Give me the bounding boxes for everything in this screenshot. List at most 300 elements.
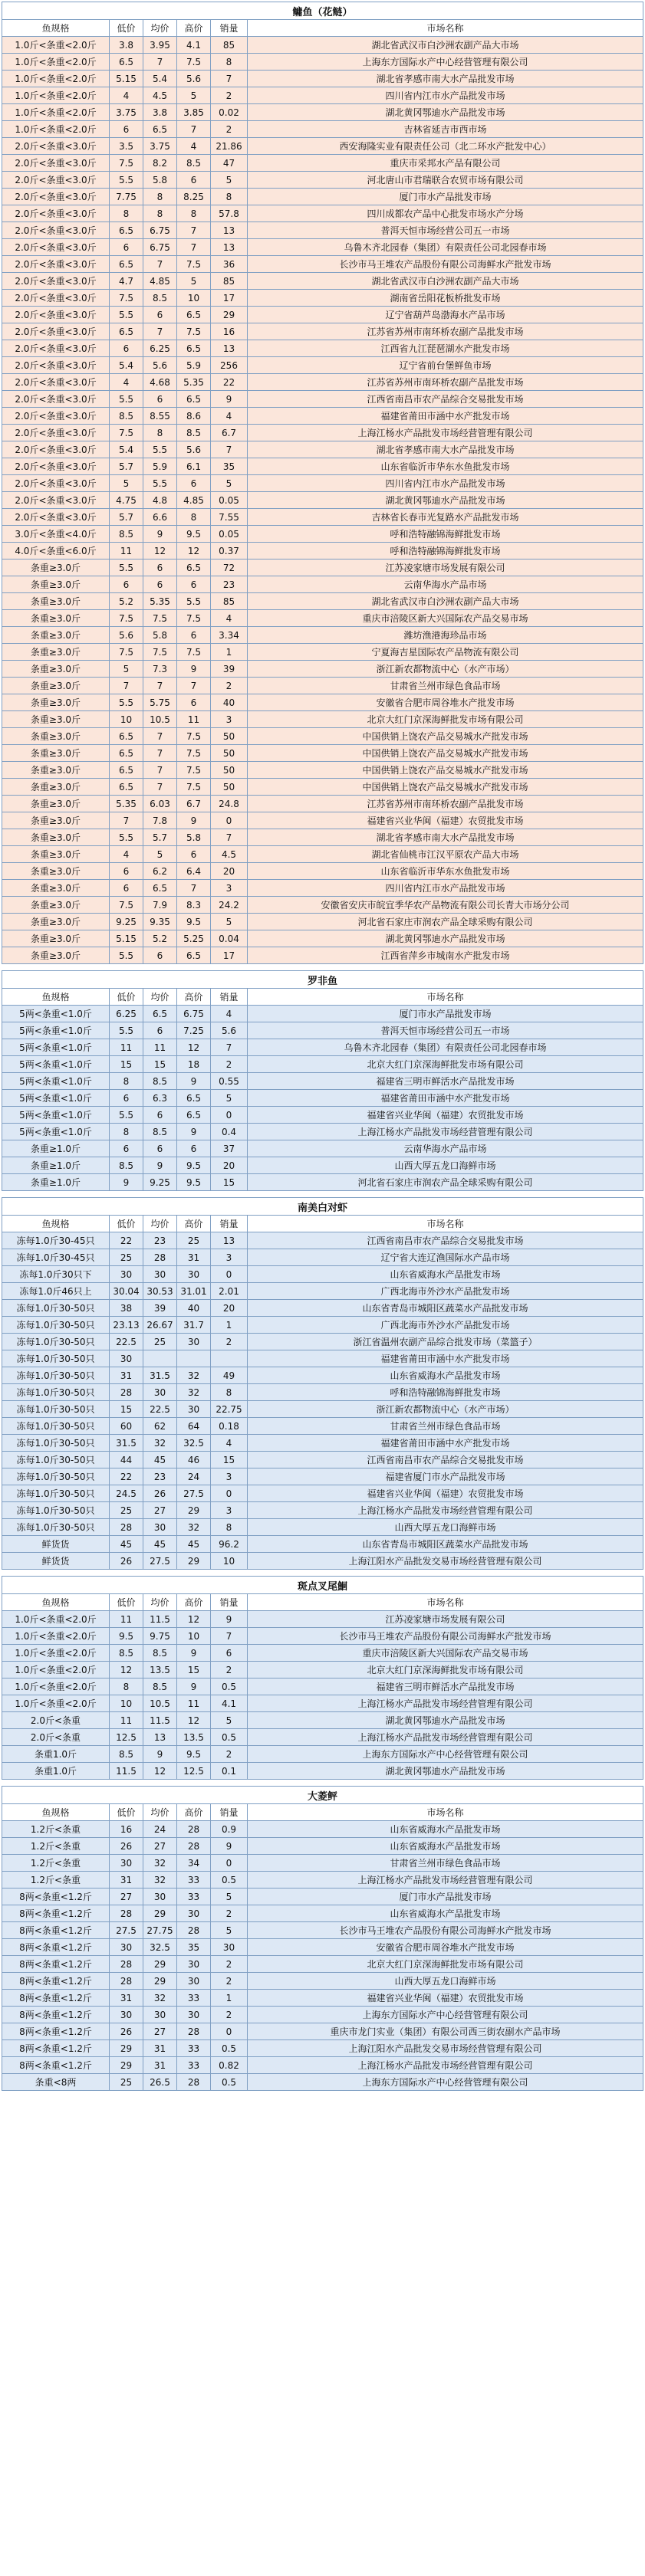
table-row <box>2 323 643 340</box>
cell-market: 山东省青岛市城阳区蔬菜水产品批发市场 <box>248 1300 643 1317</box>
cell-market: 湖北黄冈鄂迪水产品批发市场 <box>248 1763 643 1780</box>
column-header-volume: 销量 <box>211 1804 248 1821</box>
cell-vol: 0.5 <box>211 1729 248 1746</box>
cell-high: 13.5 <box>177 1729 211 1746</box>
cell-avg: 28 <box>143 1249 177 1266</box>
cell-vol: 256 <box>211 357 248 374</box>
cell-avg: 31 <box>143 2040 177 2057</box>
cell-vol: 0.5 <box>211 2040 248 2057</box>
cell-avg: 39 <box>143 1300 177 1317</box>
cell-high: 10 <box>177 290 211 307</box>
cell-avg: 6.6 <box>143 509 177 526</box>
cell-low: 26 <box>110 1838 143 1855</box>
column-header-high: 高价 <box>177 1804 211 1821</box>
table-row <box>2 1746 643 1763</box>
cell-avg: 3.8 <box>143 104 177 121</box>
cell-high: 7 <box>177 121 211 138</box>
cell-spec: 条重≥3.0斤 <box>2 593 110 610</box>
cell-market: 山东省威海水产品批发市场 <box>248 1266 643 1283</box>
cell-vol: 2 <box>211 1956 248 1973</box>
cell-spec: 2.0斤<条重<3.0斤 <box>2 256 110 273</box>
table-row <box>2 644 643 661</box>
cell-market: 甘肃省兰州市绿色食品市场 <box>248 678 643 694</box>
cell-market: 乌鲁木齐北园春（集团）有限责任公司北园春市场 <box>248 1039 643 1056</box>
cell-avg: 29 <box>143 1905 177 1922</box>
cell-spec: 1.0斤<条重<2.0斤 <box>2 87 110 104</box>
cell-low: 8.5 <box>110 1157 143 1174</box>
cell-high: 9.5 <box>177 1746 211 1763</box>
cell-spec: 条重≥3.0斤 <box>2 762 110 779</box>
cell-avg: 5.2 <box>143 930 177 947</box>
cell-avg: 45 <box>143 1536 177 1553</box>
table-row <box>2 1519 643 1536</box>
table-row <box>2 458 643 475</box>
cell-low: 10 <box>110 1695 143 1712</box>
cell-high: 28 <box>177 1922 211 1939</box>
table-row <box>2 1006 643 1022</box>
cell-high: 9.5 <box>177 526 211 543</box>
cell-spec: 条重≥3.0斤 <box>2 947 110 964</box>
cell-market: 湖北黄冈鄂迪水产品批发市场 <box>248 492 643 509</box>
table-row <box>2 1763 643 1780</box>
cell-spec: 冻每1.0斤30-45只 <box>2 1249 110 1266</box>
cell-low: 7.5 <box>110 897 143 914</box>
table-row <box>2 307 643 323</box>
cell-vol: 3 <box>211 1502 248 1519</box>
table-row <box>2 1232 643 1249</box>
cell-high: 6.5 <box>177 307 211 323</box>
cell-low: 11 <box>110 1611 143 1628</box>
cell-market: 湖北省孝感市南大水产品批发市场 <box>248 829 643 846</box>
cell-vol: 15 <box>211 1452 248 1468</box>
cell-market: 湖北黄冈鄂迪水产品批发市场 <box>248 1712 643 1729</box>
cell-low: 11 <box>110 543 143 560</box>
cell-high: 33 <box>177 1889 211 1905</box>
cell-avg: 9.35 <box>143 914 177 930</box>
cell-high <box>177 1350 211 1367</box>
cell-high: 6.1 <box>177 458 211 475</box>
cell-avg: 8.5 <box>143 290 177 307</box>
cell-vol: 5 <box>211 1712 248 1729</box>
section-title-row <box>2 2 643 20</box>
cell-low: 22 <box>110 1468 143 1485</box>
table-row <box>2 492 643 509</box>
cell-low: 6 <box>110 880 143 897</box>
table-row <box>2 425 643 441</box>
table-row <box>2 1855 643 1872</box>
table-row <box>2 812 643 829</box>
cell-market: 湖北省孝感市南大水产品批发市场 <box>248 441 643 458</box>
cell-market: 重庆市涪陵区新大兴国际农产品交易市场 <box>248 610 643 627</box>
cell-avg: 7 <box>143 54 177 71</box>
cell-low: 25 <box>110 2074 143 2091</box>
table-row <box>2 1157 643 1174</box>
column-header-market: 市场名称 <box>248 20 643 37</box>
cell-market: 广西北海市外沙水产品批发市场 <box>248 1283 643 1300</box>
table-row <box>2 1821 643 1838</box>
cell-market: 福建省莆田市涵中水产批发市场 <box>248 1090 643 1107</box>
cell-low: 8 <box>110 1073 143 1090</box>
cell-avg: 4.85 <box>143 273 177 290</box>
column-header-low: 低价 <box>110 1594 143 1611</box>
cell-vol: 20 <box>211 1157 248 1174</box>
cell-market: 上海江杨水产品批发市场经营管理有限公司 <box>248 1729 643 1746</box>
table-row <box>2 947 643 964</box>
cell-high: 8.6 <box>177 408 211 425</box>
cell-low: 12.5 <box>110 1729 143 1746</box>
cell-vol: 8 <box>211 1519 248 1536</box>
table-row <box>2 829 643 846</box>
cell-avg: 32 <box>143 1855 177 1872</box>
cell-vol: 13 <box>211 1232 248 1249</box>
cell-high: 30 <box>177 2007 211 2023</box>
table-row <box>2 239 643 256</box>
cell-market: 湖北省武汉市白沙洲农副产品大市场 <box>248 273 643 290</box>
cell-market: 湖南省岳阳花板桥批发市场 <box>248 290 643 307</box>
cell-avg: 32.5 <box>143 1939 177 1956</box>
cell-low: 4 <box>110 374 143 391</box>
column-header-high: 高价 <box>177 1594 211 1611</box>
cell-vol: 7 <box>211 829 248 846</box>
cell-low: 15 <box>110 1056 143 1073</box>
cell-spec: 5两<条重<1.0斤 <box>2 1039 110 1056</box>
table-row <box>2 526 643 543</box>
cell-avg: 5 <box>143 846 177 863</box>
column-header-market: 市场名称 <box>248 1594 643 1611</box>
cell-high: 32 <box>177 1384 211 1401</box>
cell-high: 34 <box>177 1855 211 1872</box>
cell-low: 6 <box>110 121 143 138</box>
column-header-row <box>2 1804 643 1821</box>
cell-avg: 11.5 <box>143 1611 177 1628</box>
cell-vol: 22.75 <box>211 1401 248 1418</box>
cell-avg: 5.9 <box>143 458 177 475</box>
cell-avg: 7 <box>143 745 177 762</box>
cell-low: 5.5 <box>110 694 143 711</box>
cell-low: 4.75 <box>110 492 143 509</box>
cell-vol: 0.5 <box>211 1679 248 1695</box>
column-header-low: 低价 <box>110 1804 143 1821</box>
cell-avg: 6.25 <box>143 340 177 357</box>
table-row <box>2 1990 643 2007</box>
cell-high: 8.25 <box>177 189 211 205</box>
cell-market: 上海江阳水产品批发交易市场经营管理有限公司 <box>248 1553 643 1570</box>
table-row <box>2 71 643 87</box>
cell-spec: 条重≥3.0斤 <box>2 863 110 880</box>
cell-market: 北京大红门京深海鲜批发市场有限公司 <box>248 1956 643 1973</box>
column-header-avg: 均价 <box>143 1594 177 1611</box>
cell-low: 5.4 <box>110 441 143 458</box>
cell-avg: 15 <box>143 1056 177 1073</box>
section-gap-cell <box>2 964 643 971</box>
cell-high: 9.5 <box>177 1157 211 1174</box>
table-row <box>2 661 643 678</box>
cell-vol: 7 <box>211 1628 248 1645</box>
cell-spec: 条重≥1.0斤 <box>2 1157 110 1174</box>
section-title-row <box>2 1577 643 1594</box>
cell-market: 福建省兴业华闽（福建）农贸批发市场 <box>248 1485 643 1502</box>
table-row <box>2 357 643 374</box>
table-row <box>2 1174 643 1191</box>
cell-avg: 7.5 <box>143 644 177 661</box>
cell-spec: 条重≥1.0斤 <box>2 1140 110 1157</box>
cell-avg: 29 <box>143 1973 177 1990</box>
cell-spec: 鲜货货 <box>2 1553 110 1570</box>
cell-market: 福建省莆田市涵中水产批发市场 <box>248 1435 643 1452</box>
cell-avg: 6 <box>143 1022 177 1039</box>
cell-high: 6.5 <box>177 1107 211 1124</box>
cell-low: 25 <box>110 1502 143 1519</box>
cell-market: 中国供销上饶农产品交易城水产批发市场 <box>248 728 643 745</box>
cell-spec: 条重1.0斤 <box>2 1763 110 1780</box>
table-row <box>2 576 643 593</box>
table-row <box>2 796 643 812</box>
cell-low: 9 <box>110 1174 143 1191</box>
cell-vol: 0 <box>211 812 248 829</box>
cell-vol: 8 <box>211 54 248 71</box>
cell-avg: 5.7 <box>143 829 177 846</box>
cell-market: 辽宁省大连辽渔国际水产品市场 <box>248 1249 643 1266</box>
table-row <box>2 1334 643 1350</box>
cell-avg: 26.67 <box>143 1317 177 1334</box>
cell-spec: 1.2斤<条重 <box>2 1821 110 1838</box>
cell-low: 8 <box>110 205 143 222</box>
table-row <box>2 1124 643 1140</box>
cell-low: 5.5 <box>110 947 143 964</box>
cell-low: 7.5 <box>110 610 143 627</box>
cell-spec: 2.0斤<条重<3.0斤 <box>2 155 110 172</box>
cell-spec: 冻每1.0斤30-50只 <box>2 1334 110 1350</box>
cell-low: 6 <box>110 576 143 593</box>
cell-high: 35 <box>177 1939 211 1956</box>
cell-spec: 条重≥3.0斤 <box>2 661 110 678</box>
cell-avg: 23 <box>143 1468 177 1485</box>
column-header-high: 高价 <box>177 1216 211 1232</box>
cell-market: 重庆市采邦水产品有限公司 <box>248 155 643 172</box>
cell-market: 浙江省温州农副产品综合批发市场（菜篮子） <box>248 1334 643 1350</box>
cell-spec: 冻每1.0斤46只上 <box>2 1283 110 1300</box>
cell-low: 4 <box>110 846 143 863</box>
cell-market: 福建省兴业华闽（福建）农贸批发市场 <box>248 1107 643 1124</box>
cell-spec: 冻每1.0斤30只下 <box>2 1266 110 1283</box>
cell-spec: 冻每1.0斤30-50只 <box>2 1502 110 1519</box>
cell-spec: 冻每1.0斤30-45只 <box>2 1232 110 1249</box>
cell-avg: 27.5 <box>143 1553 177 1570</box>
cell-avg <box>143 1350 177 1367</box>
cell-low: 10 <box>110 711 143 728</box>
cell-spec: 2.0斤<条重 <box>2 1729 110 1746</box>
cell-low: 5.7 <box>110 458 143 475</box>
cell-low: 22 <box>110 1232 143 1249</box>
cell-spec: 2.0斤<条重<3.0斤 <box>2 475 110 492</box>
cell-spec: 条重≥3.0斤 <box>2 829 110 846</box>
cell-avg: 7 <box>143 678 177 694</box>
cell-high: 9 <box>177 1124 211 1140</box>
cell-low: 7.5 <box>110 155 143 172</box>
cell-spec: 2.0斤<条重<3.0斤 <box>2 391 110 408</box>
cell-avg: 6 <box>143 576 177 593</box>
table-row <box>2 1956 643 1973</box>
cell-low: 3.5 <box>110 138 143 155</box>
cell-market: 福建省莆田市涵中水产批发市场 <box>248 1350 643 1367</box>
table-row <box>2 2023 643 2040</box>
cell-vol <box>211 1350 248 1367</box>
cell-low: 6.5 <box>110 222 143 239</box>
cell-high: 27.5 <box>177 1485 211 1502</box>
cell-spec: 1.0斤<条重<2.0斤 <box>2 1695 110 1712</box>
cell-market: 北京大红门京深海鲜批发市场有限公司 <box>248 1662 643 1679</box>
cell-high: 32 <box>177 1519 211 1536</box>
cell-high: 7.5 <box>177 256 211 273</box>
cell-high: 6.75 <box>177 1006 211 1022</box>
table-row <box>2 1645 643 1662</box>
cell-avg: 7 <box>143 779 177 796</box>
table-row <box>2 1367 643 1384</box>
cell-market: 普洱天恒市场经营公司五一市场 <box>248 1022 643 1039</box>
cell-low: 29 <box>110 2057 143 2074</box>
cell-low: 28 <box>110 1956 143 1973</box>
cell-low: 27 <box>110 1889 143 1905</box>
cell-high: 6 <box>177 172 211 189</box>
cell-spec: 1.2斤<条重 <box>2 1838 110 1855</box>
cell-vol: 2 <box>211 121 248 138</box>
cell-market: 福建省兴业华闽（福建）农贸批发市场 <box>248 1990 643 2007</box>
column-header-low: 低价 <box>110 1216 143 1232</box>
cell-avg: 8.5 <box>143 1679 177 1695</box>
cell-low: 11 <box>110 1712 143 1729</box>
cell-spec: 2.0斤<条重<3.0斤 <box>2 408 110 425</box>
column-header-high: 高价 <box>177 20 211 37</box>
cell-high: 12 <box>177 1611 211 1628</box>
cell-low: 6 <box>110 863 143 880</box>
cell-market: 长沙市马王堆农产品股份有限公司海鲜水产批发市场 <box>248 1922 643 1939</box>
cell-vol: 1 <box>211 644 248 661</box>
cell-spec: 冻每1.0斤30-50只 <box>2 1485 110 1502</box>
cell-high: 9 <box>177 1645 211 1662</box>
cell-avg: 5.8 <box>143 172 177 189</box>
cell-avg: 6 <box>143 307 177 323</box>
cell-market: 重庆市涪陵区新大兴国际农产品交易市场 <box>248 1645 643 1662</box>
section-title-row <box>2 1198 643 1216</box>
cell-low: 27.5 <box>110 1922 143 1939</box>
cell-avg: 6.5 <box>143 1006 177 1022</box>
cell-low: 28 <box>110 1973 143 1990</box>
cell-high: 40 <box>177 1300 211 1317</box>
cell-market: 云南华海水产品市场 <box>248 1140 643 1157</box>
cell-low: 30.04 <box>110 1283 143 1300</box>
cell-low: 7 <box>110 678 143 694</box>
cell-spec: 冻每1.0斤30-50只 <box>2 1300 110 1317</box>
cell-spec: 4.0斤<条重<6.0斤 <box>2 543 110 560</box>
cell-low: 5.5 <box>110 172 143 189</box>
cell-low: 5.15 <box>110 71 143 87</box>
cell-avg: 24 <box>143 1821 177 1838</box>
cell-high: 30 <box>177 1956 211 1973</box>
cell-market: 云南华海水产品市场 <box>248 576 643 593</box>
table-row <box>2 1679 643 1695</box>
cell-high: 46 <box>177 1452 211 1468</box>
table-row <box>2 627 643 644</box>
cell-market: 甘肃省兰州市绿色食品市场 <box>248 1418 643 1435</box>
cell-avg: 6.5 <box>143 121 177 138</box>
table-row <box>2 1485 643 1502</box>
cell-spec: 条重≥1.0斤 <box>2 1174 110 1191</box>
table-row <box>2 1838 643 1855</box>
cell-low: 8.5 <box>110 408 143 425</box>
cell-low: 5.5 <box>110 829 143 846</box>
cell-vol: 21.86 <box>211 138 248 155</box>
cell-market: 乌鲁木齐北园春（集团）有限责任公司北园春市场 <box>248 239 643 256</box>
cell-high: 6.5 <box>177 391 211 408</box>
cell-market: 上海东方国际水产中心经营管理有限公司 <box>248 2007 643 2023</box>
cell-vol: 13 <box>211 239 248 256</box>
cell-market: 上海江杨水产品批发市场经营管理有限公司 <box>248 1695 643 1712</box>
cell-spec: 2.0斤<条重<3.0斤 <box>2 138 110 155</box>
cell-high: 30 <box>177 1266 211 1283</box>
column-header-row <box>2 989 643 1006</box>
cell-high: 6.5 <box>177 1090 211 1107</box>
cell-high: 6 <box>177 694 211 711</box>
table-row <box>2 256 643 273</box>
section-title-row <box>2 971 643 989</box>
section-gap <box>2 1191 643 1198</box>
cell-high: 29 <box>177 1553 211 1570</box>
cell-avg: 7.5 <box>143 610 177 627</box>
cell-low: 30 <box>110 1939 143 1956</box>
cell-vol: 0.82 <box>211 2057 248 2074</box>
cell-vol: 5 <box>211 172 248 189</box>
cell-market: 安徽省合肥市周谷堆水产批发市场 <box>248 694 643 711</box>
cell-high: 6 <box>177 576 211 593</box>
table-row <box>2 1384 643 1401</box>
cell-high: 15 <box>177 1662 211 1679</box>
cell-high: 5.5 <box>177 593 211 610</box>
cell-low: 28 <box>110 1905 143 1922</box>
cell-market: 江西省九江琵琶湖水产批发市场 <box>248 340 643 357</box>
cell-vol: 0.5 <box>211 1872 248 1889</box>
cell-high: 6.5 <box>177 947 211 964</box>
cell-avg: 3.95 <box>143 37 177 54</box>
cell-spec: 3.0斤<条重<4.0斤 <box>2 526 110 543</box>
cell-vol: 0 <box>211 1266 248 1283</box>
cell-high: 7.5 <box>177 54 211 71</box>
cell-market: 福建省三明市鲜活水产品批发市场 <box>248 1679 643 1695</box>
cell-vol: 40 <box>211 694 248 711</box>
cell-market: 河北省石家庄市润农产品全球采购有限公司 <box>248 1174 643 1191</box>
cell-vol: 3.34 <box>211 627 248 644</box>
cell-spec: 5两<条重<1.0斤 <box>2 1107 110 1124</box>
table-row <box>2 694 643 711</box>
cell-spec: 8两<条重<1.2斤 <box>2 1922 110 1939</box>
table-row <box>2 745 643 762</box>
cell-market: 安徽省安庆市皖宜季华农产品物流有限公司长青大市场分公司 <box>248 897 643 914</box>
cell-spec: 2.0斤<条重<3.0斤 <box>2 441 110 458</box>
cell-vol: 7 <box>211 1039 248 1056</box>
cell-avg: 8.5 <box>143 1124 177 1140</box>
cell-high: 33 <box>177 2040 211 2057</box>
cell-high: 30 <box>177 1401 211 1418</box>
cell-spec: 冻每1.0斤30-50只 <box>2 1435 110 1452</box>
cell-spec: 5两<条重<1.0斤 <box>2 1056 110 1073</box>
cell-avg: 6.75 <box>143 239 177 256</box>
cell-market: 甘肃省兰州市绿色食品市场 <box>248 1855 643 1872</box>
cell-spec: 5两<条重<1.0斤 <box>2 1090 110 1107</box>
cell-avg: 6.2 <box>143 863 177 880</box>
cell-avg: 13 <box>143 1729 177 1746</box>
cell-low: 30 <box>110 1266 143 1283</box>
cell-spec: 冻每1.0斤30-50只 <box>2 1401 110 1418</box>
cell-high: 7.5 <box>177 762 211 779</box>
